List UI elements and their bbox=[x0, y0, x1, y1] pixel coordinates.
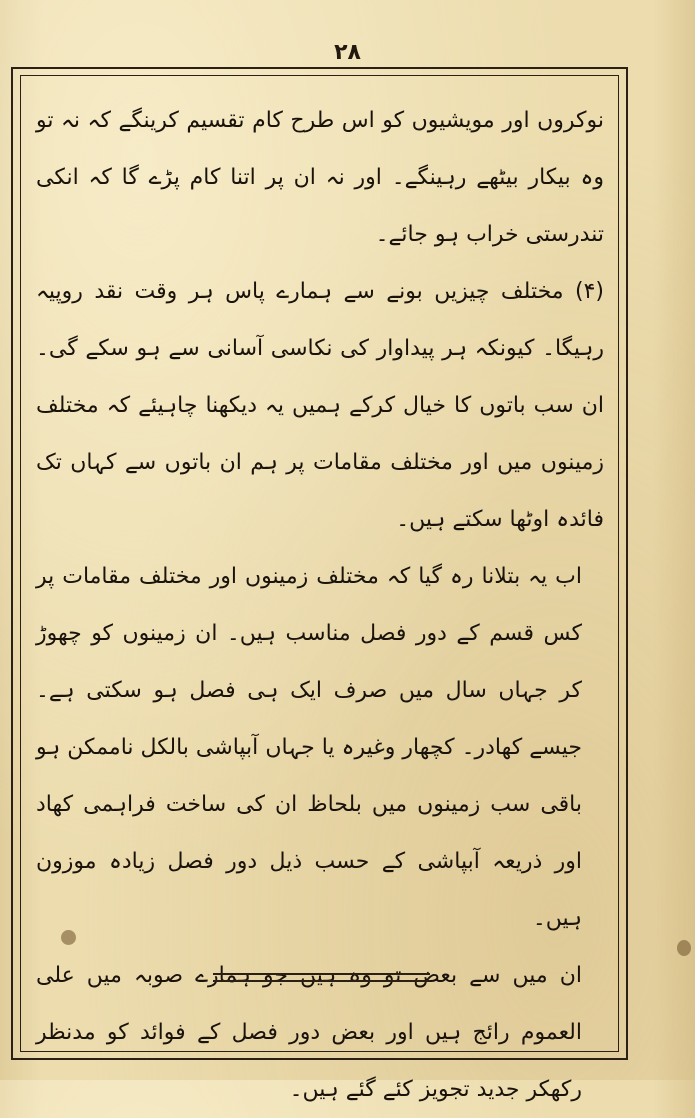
paragraph: اب یہ بتلانا رہ گیا کہ مختلف زمینوں اور مختلف مقامات پر کس قسم کے دور فصل مناسب ہیں۔ ان زمینوں کو چھوڑ کر جہاں سال میں صرف ایک ہی فصل ہو سکتی ہے۔ جیسے کھادر۔ کچھار وغیرہ یا جہاں آبپاشی بالکل ناممکن ہو باقی سب زمینوں میں بلحاظ ان کی ساخت فراہمی کھاد اور ذریعہ آبپاشی کے حسب ذیل دور فصل زیادہ موزون ہیں۔ bbox=[36, 564, 582, 931]
paragraph: ان میں سے بعض تو وہ ہیں جو ہمارے صوبہ میں علی العموم رائج ہیں اور بعض دور فصل کے فوائد کو مدنظر رکھکر جدید تجویز کئے گئے ہیں۔ bbox=[36, 963, 582, 1102]
ink-stain bbox=[61, 930, 76, 945]
ink-stain bbox=[677, 940, 691, 956]
paragraph: (۴) مختلف چیزیں بونے سے ہمارے پاس ہر وقت نقد روپیہ رہیگا۔ کیونکہ ہر پیداوار کی نکاسی آسانی سے ہو سکے گی۔ ان سب باتوں کا خیال کرکے ہمیں یہ دیکھنا چاہیئے کہ مختلف زمینوں میں اور مختلف مقامات پر ہم ان باتوں سے کہاں تک فائدہ اوٹھا سکتے ہیں۔ bbox=[36, 279, 604, 532]
closing-rule bbox=[213, 973, 430, 975]
closing-rule bbox=[213, 980, 430, 982]
page-number: ۲۸ bbox=[334, 40, 361, 65]
text-body bbox=[36, 92, 604, 1118]
paragraph: نوکروں اور مویشیوں کو اس طرح کام تقسیم کرینگے کہ نہ تو وہ بیکار بیٹھے رہینگے۔ اور نہ ان پر اتنا کام پڑے گا کہ انکی تندرستی خراب ہو جائے۔ bbox=[36, 108, 604, 247]
